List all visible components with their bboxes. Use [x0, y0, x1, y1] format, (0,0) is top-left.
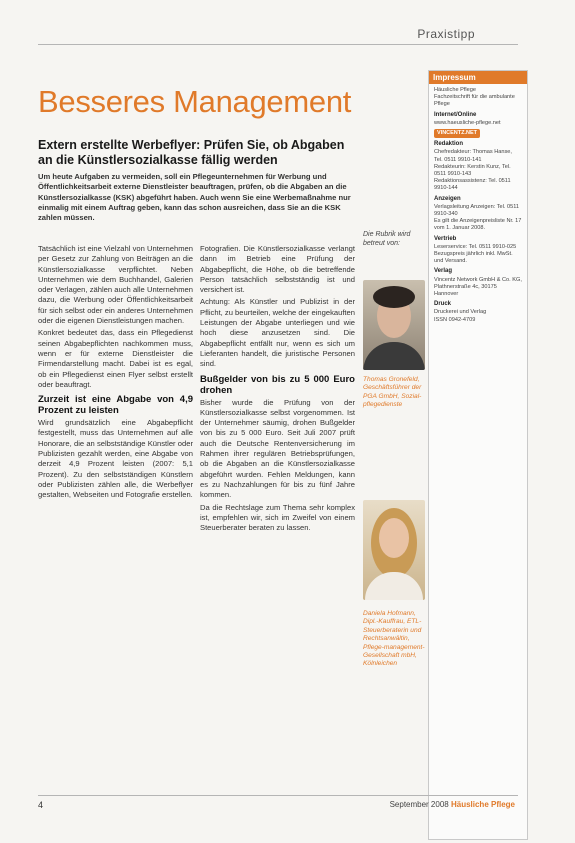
author-caption-2: Daniela Hofmann, Dipl.-Kauffrau, ETL-Steuerberaterin und Rechtsanwältin, Pflege-management-Gesellschaft mbH, Kölnleichen — [363, 610, 425, 668]
article-headline: Besseres Management — [38, 84, 352, 119]
imp-line: Es gilt die Anzeigenpreisliste Nr. 17 vom 1. Januar 2008. — [434, 218, 522, 232]
article-subhead: Extern erstellte Werbeflyer: Prüfen Sie, ob Abgaben an die Künstlersozialkasse fällig werden — [38, 138, 345, 167]
imp-line: Fachzeitschrift für die ambulante Pflege — [434, 94, 515, 108]
imp-line: Druckerei und Verlag — [434, 309, 487, 316]
author-caption-1: Thomas Gronefeld, Geschäftsführer der PGA GmbH, Sozial-pflegedienste — [363, 376, 422, 409]
section-heading: Zurzeit ist eine Abgabe von 4,9 Prozent zu leisten — [38, 394, 193, 417]
footer-issue — [390, 800, 515, 809]
imp-heading: Verlag — [434, 268, 453, 275]
imp-line: ISSN 0942-4709 — [434, 316, 476, 323]
paragraph: Konkret bedeutet das, dass ein Pflegedienst seinen Abgabepflichten nachkommen muss, wenn er für externe Dienstleister die Firmendarstellung macht. Dabei ist es egal, ob ein Pflegedienst einen Flyer selbst erstellt oder beauftragt. — [38, 328, 193, 389]
bottom-divider — [38, 795, 518, 796]
author-photo-1 — [363, 280, 425, 370]
section-label: Praxistipp — [417, 27, 475, 41]
face-shape — [379, 518, 409, 558]
imp-line: www.haeusliche-pflege.net — [434, 119, 501, 126]
impressum-box — [428, 70, 528, 840]
page-number: 4 — [38, 800, 44, 810]
vincentz-logo: VINCENTZ.NET — [434, 129, 480, 138]
impressum-title: Impressum — [429, 71, 527, 84]
article-intro: Um heute Aufgaben zu vermeiden, soll ein Pflegeunternehmen für Werbung und Öffentlichkeitsarbeit externe Dienstleister beauftragen, prüfen, ob die Abgaben an die Künstlersozialkasse (KSK) abgeführt haben. Auch wenn Sie eine Werbemaßnahme nur einmalig mit einem Auftrag geben, kann das schon ausreichen, dass Sie an die KSK zahlen müssen. — [38, 172, 351, 223]
imp-heading: Redaktion — [434, 141, 464, 148]
paragraph: Da die Rechtslage zum Thema sehr komplex ist, empfehlen wir, sich im Zweifel von einem Steuerberater beraten zu lassen. — [200, 502, 355, 533]
imp-heading: Vertrieb — [434, 235, 457, 242]
footer-magazine: Häusliche Pflege — [450, 800, 515, 809]
article-column-2 — [200, 244, 355, 535]
paragraph: Tatsächlich ist eine Vielzahl von Unternehmen per Gesetz zur Zahlung von Beiträgen an die Künstlersozialkasse verpflichtet. Neben Unternehmen wie dem Buchhandel, Galerien oder Verlagen, zählen auch alle Unternehmen dazu, die Werbung oder Öffentlichkeitsarbeit für sich selbst oder ein anderes Unternehmen oder die eigenen Dienstleistungen machen. — [38, 244, 193, 326]
top-divider — [38, 44, 518, 45]
imp-line: Redaktionsassistenz: Tel. 0511 9910-144 — [434, 178, 511, 192]
imp-line: Vincentz Network GmbH & Co. KG, Plathnerstraße 4c, 30175 Hannover — [434, 276, 522, 298]
imp-line: Chefredakteur: Thomas Hanse, Tel. 0511 9910-141 — [434, 149, 512, 163]
paragraph: Fotografien. Die Künstlersozialkasse verlangt dann im Betrieb eine Prüfung der Abgabepflicht, die Höhe, ob die betreffende Person tatsächlich selbstständig ist und versichert ist. — [200, 244, 355, 295]
imp-line: Verlagsleitung Anzeigen: Tel. 0511 9910-340 — [434, 203, 520, 218]
imp-heading: Anzeigen — [434, 195, 461, 202]
paragraph: Bisher wurde die Prüfung von der Künstlersozialkasse selbst vorgenommen. Ist der Unternehmer säumig, drohen Bußgelder von bis zu 5 000 Euro. Seit Juli 2007 prüft auch die Deutsche Rentenversicherung im Rahmen ihrer regulären Betriebsprüfungen, ob die Abgaben an die Künstlersozialkasse abgeführt wurden. Fehlen Meldungen, kann es zu Nachzahlungen für bis zu fünf Jahre kommen. — [200, 397, 355, 500]
author-photo-2 — [363, 500, 425, 600]
imp-line: Bezugspreis jährlich inkl. MwSt. und Versand. — [434, 251, 513, 265]
paragraph: Achtung: Als Künstler und Publizist in der Pflicht, zu beurteilen, welche der eingekauften Leistungen der Abgabe unterliegen und wie hoch diese anzusetzen sind. Die Abgabepflicht entfällt nur, wenn es sich um Lieferanten handelt, die juristische Personen sind. — [200, 297, 355, 369]
imp-line: Redakteurin: Kerstin Kunz, Tel. 0511 9910-143 — [434, 163, 511, 178]
section-heading: Bußgelder von bis zu 5 000 Euro drohen — [200, 373, 355, 396]
impressum-body — [429, 84, 527, 327]
shoulders-shape — [363, 342, 425, 370]
imp-heading: Internet/Online — [434, 111, 477, 118]
imp-line: Leserservice: Tel. 0511 9910-025 — [434, 243, 517, 250]
imp-line: Häusliche Pflege — [434, 87, 476, 93]
rubric-note: Die Rubrik wird betreut von: — [363, 231, 411, 247]
footer-date: September 2008 — [389, 800, 449, 809]
shoulders-shape — [365, 572, 423, 600]
paragraph: Wird grundsätzlich eine Abgabepflicht festgestellt, muss das Unternehmen auf alle Honorare, die an selbstständige Künstler oder Publizisten gezahlt werden, eine Abgabe von derzeit 4,9 Prozent leisten (2007: 5,1 Prozent). Zu den selbstständigen Künstlern oder Publizisten zählen alle, die Werbeflyer gestalten, Webseiten und Fotografie erstellen. — [38, 418, 193, 500]
article-column-1 — [38, 244, 193, 503]
imp-heading: Druck — [434, 301, 452, 308]
hair-shape — [373, 286, 415, 308]
